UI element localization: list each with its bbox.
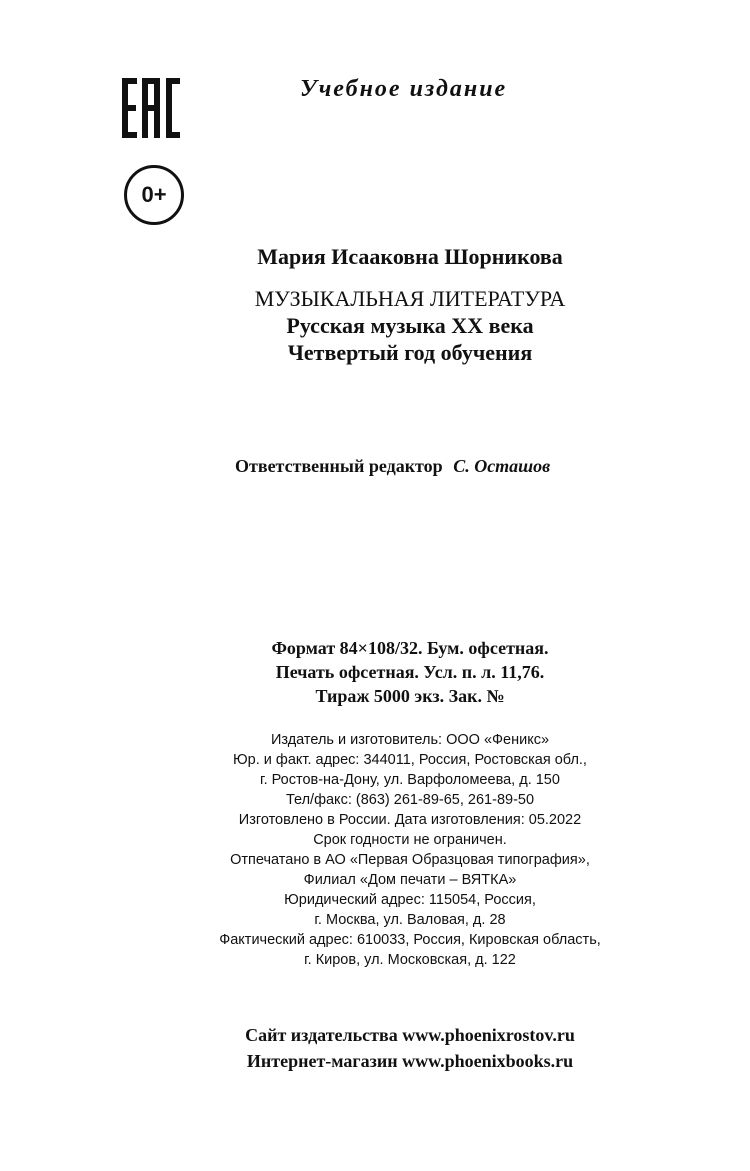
publisher-line: Изготовлено в России. Дата изготовления: 05.2022 (238, 812, 582, 828)
publisher-line: Юридический адрес: 115054, Россия, (284, 892, 536, 908)
eac-certification-mark (122, 78, 180, 138)
publisher-info (180, 730, 640, 970)
publisher-line: Тел/факс: (863) 261-89-65, 261-89-50 (285, 792, 535, 808)
publisher-line: г. Ростов-на-Дону, ул. Варфоломеева, д. 150 (260, 772, 560, 788)
book-subtitle: Русская музыка XX века (286, 313, 534, 338)
book-title-block (180, 285, 640, 366)
responsible-editor (235, 456, 550, 477)
author-name: Мария Исааковна Шорникова (257, 244, 563, 269)
web-links (180, 1022, 640, 1074)
book-grade: Четвертый год обучения (287, 340, 533, 365)
publisher-website: Сайт издательства www.phoenixrostov.ru (245, 1025, 575, 1045)
publisher-line: Издатель и изготовитель: ООО «Феникс» (270, 732, 550, 748)
editor-name: С. Осташов (453, 456, 551, 476)
publisher-line: Срок годности не ограничен. (313, 832, 507, 848)
publisher-line: Юр. и факт. адрес: 344011, Россия, Ростовская обл., (233, 752, 587, 768)
publisher-line: г. Киров, ул. Московская, д. 122 (304, 952, 516, 968)
print-spec-line: Печать офсетная. Усл. п. л. 11,76. (275, 662, 545, 682)
print-spec-line: Формат 84×108/32. Бум. офсетная. (271, 638, 549, 658)
publisher-line: Фактический адрес: 610033, Россия, Кировская область, (219, 932, 601, 948)
print-specifications (180, 636, 640, 708)
publisher-line: Отпечатано в АО «Первая Образцовая типография», (230, 852, 590, 868)
edition-type: Учебное издание (300, 76, 508, 102)
print-spec-line: Тираж 5000 экз. Зак. № (315, 686, 505, 706)
editor-role: Ответственный редактор (235, 456, 443, 476)
publisher-line: Филиал «Дом печати – ВЯТКА» (303, 872, 517, 888)
online-store: Интернет-магазин www.phoenixbooks.ru (246, 1051, 574, 1071)
book-title: МУЗЫКАЛЬНАЯ ЛИТЕРАТУРА (254, 286, 566, 311)
publisher-line: г. Москва, ул. Валовая, д. 28 (314, 912, 506, 928)
age-rating-badge: 0+ (124, 165, 184, 225)
